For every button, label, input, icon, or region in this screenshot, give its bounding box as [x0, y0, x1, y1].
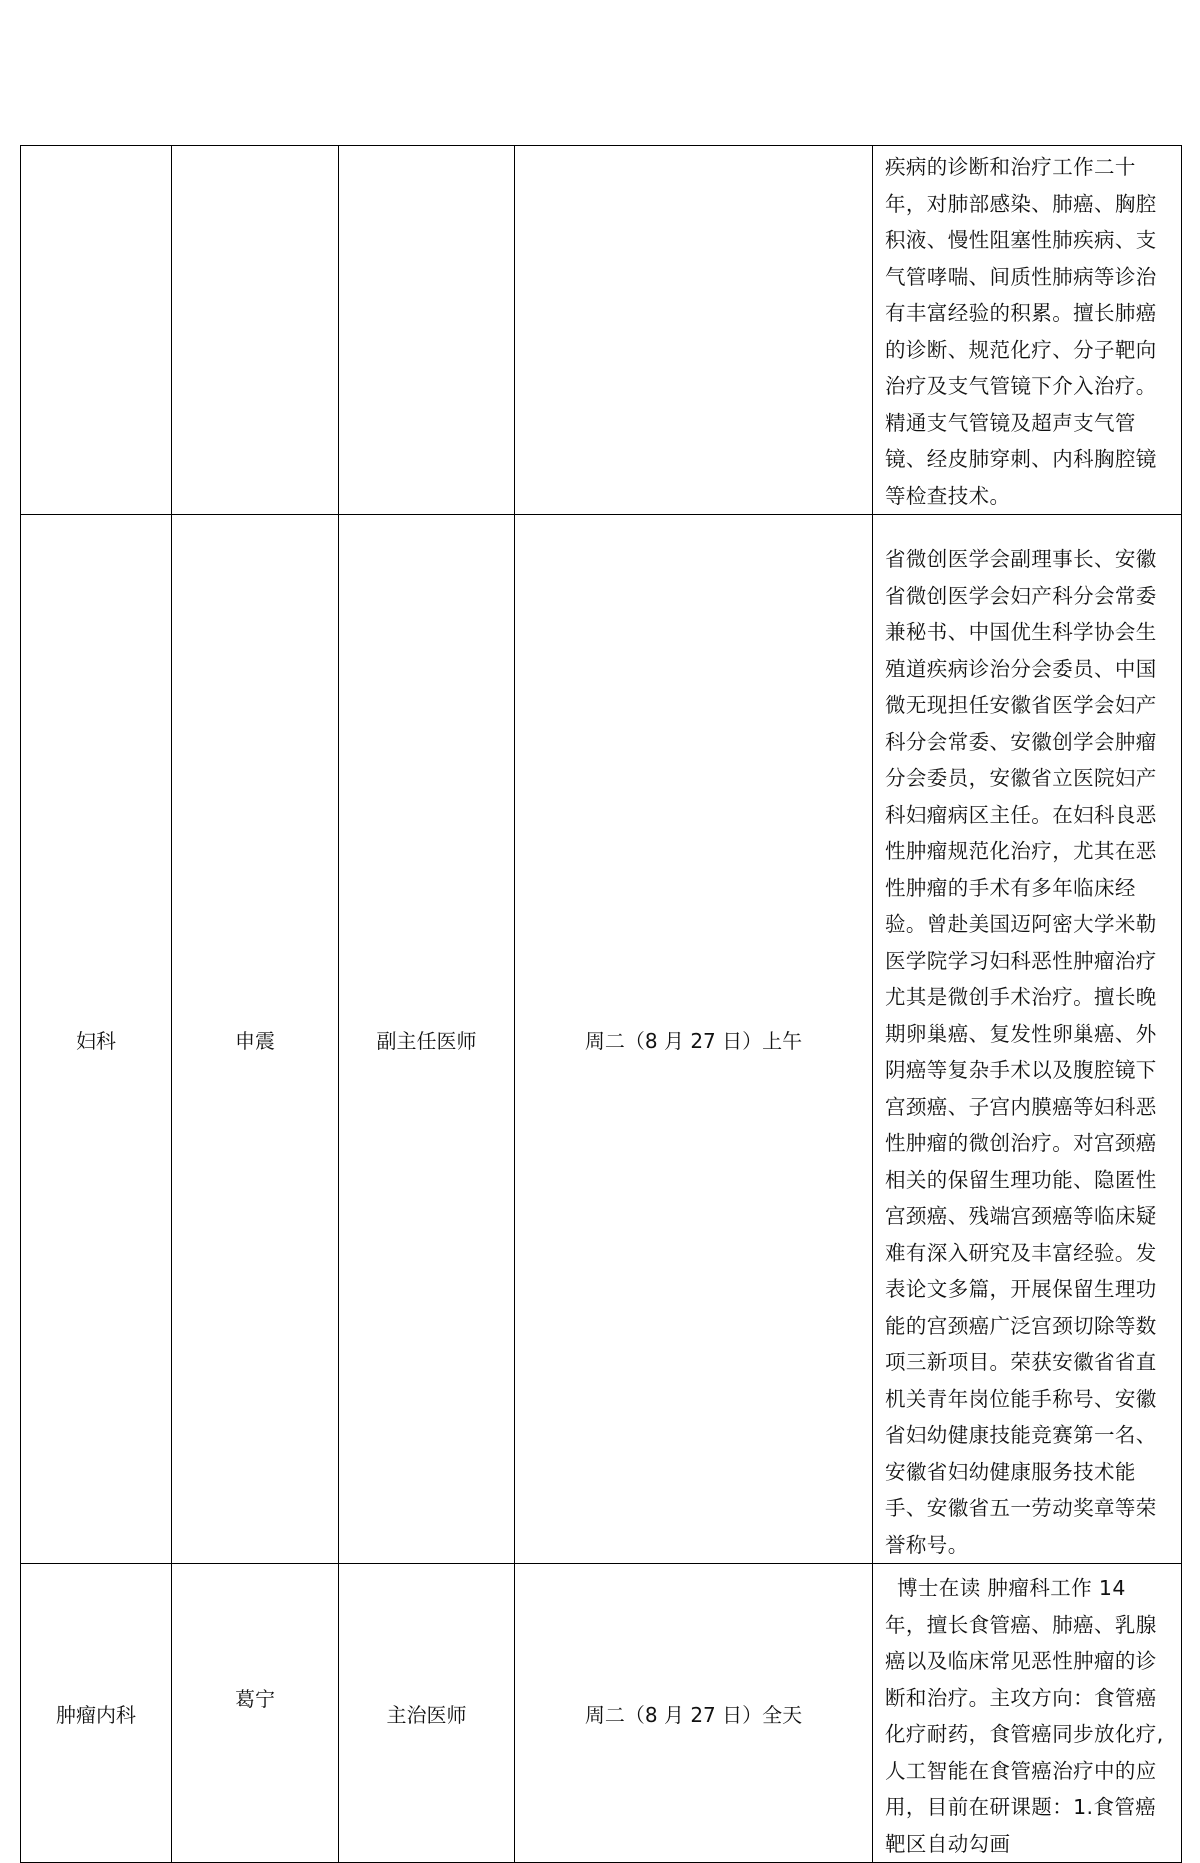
- clinic-time-cell: 周二（8 月 27 日）上午: [515, 515, 873, 1564]
- introduction-cell: [873, 146, 1182, 515]
- doctor-introduction: 省微创医学会副理事长、安徽省微创医学会妇产科分会常委兼秘书、中国优生科学协会生殖道疾病诊治分会委员、中国微无现担任安徽省医学会妇产科分会常委、安徽创学会肿瘤分会委员，安徽省立医院妇产科妇瘤病区主任。在妇科良恶性肿瘤规范化治疗，尤其在恶性肿瘤的手术有多年临床经验。曾赴美国迈阿密大学米勒医学院学习妇科恶性肿瘤治疗尤其是微创手术治疗。擅长晚期卵巢癌、复发性卵巢癌、外阴癌等复杂手术以及腹腔镜下宫颈癌、子宫内膜癌等妇科恶性肿瘤的微创治疗。对宫颈癌相关的保留生理功能、隐匿性宫颈癌、残端宫颈癌等临床疑难有深入研究及丰富经验。发表论文多篇，开展保留生理功能的宫颈癌广泛宫颈切除等数项三新项目。荣获安徽省省直机关青年岗位能手称号、安徽省妇幼健康技能竞赛第一名、安徽省妇幼健康服务技术能手、安徽省五一劳动奖章等荣誉称号。: [885, 547, 1157, 1557]
- doctor-name: 葛宁: [235, 1686, 275, 1711]
- department-cell: 妇科: [21, 515, 172, 1564]
- department-cell: 肿瘤内科: [21, 1564, 172, 1863]
- department-cell: [21, 146, 172, 515]
- clinic-time-cell: [515, 146, 873, 515]
- table-row: [21, 146, 1182, 515]
- clinic-time-cell: 周二（8 月 27 日）全天: [515, 1564, 873, 1863]
- doctor-name-cell: [172, 146, 339, 515]
- doctor-introduction: 疾病的诊断和治疗工作二十年，对肺部感染、肺癌、胸腔积液、慢性阻塞性肺疾病、支气管哮喘、间质性肺病等诊治有丰富经验的积累。擅长肺癌的诊断、规范化疗、分子靶向治疗及支气管镜下介入治疗。精通支气管镜及超声支气管镜、经皮肺穿刺、内科胸腔镜等检查技术。: [885, 155, 1157, 508]
- doctor-introduction: [885, 1564, 1167, 1862]
- doctor-title-cell: 副主任医师: [339, 515, 515, 1564]
- introduction-cell: [873, 515, 1182, 1564]
- doctor-name-cell: [172, 1564, 339, 1863]
- introduction-cell: [873, 1564, 1182, 1863]
- doctor-title-cell: [339, 146, 515, 515]
- doctor-title-cell: 主治医师: [339, 1564, 515, 1863]
- doctor-schedule-table: [20, 145, 1182, 1863]
- doctor-name-cell: 申震: [172, 515, 339, 1564]
- table-row: [21, 1564, 1182, 1863]
- doctor-introduction-text: 博士在读 肿瘤科工作 14 年，擅长食管癌、肺癌、乳腺癌以及临床常见恶性肿瘤的诊断和治疗。主攻方向：食管癌化疗耐药，食管癌同步放化疗,人工智能在食管癌治疗中的应用，目前在研课题：1.食管癌靶区自动勾画: [885, 1576, 1164, 1856]
- table-row: [21, 515, 1182, 1564]
